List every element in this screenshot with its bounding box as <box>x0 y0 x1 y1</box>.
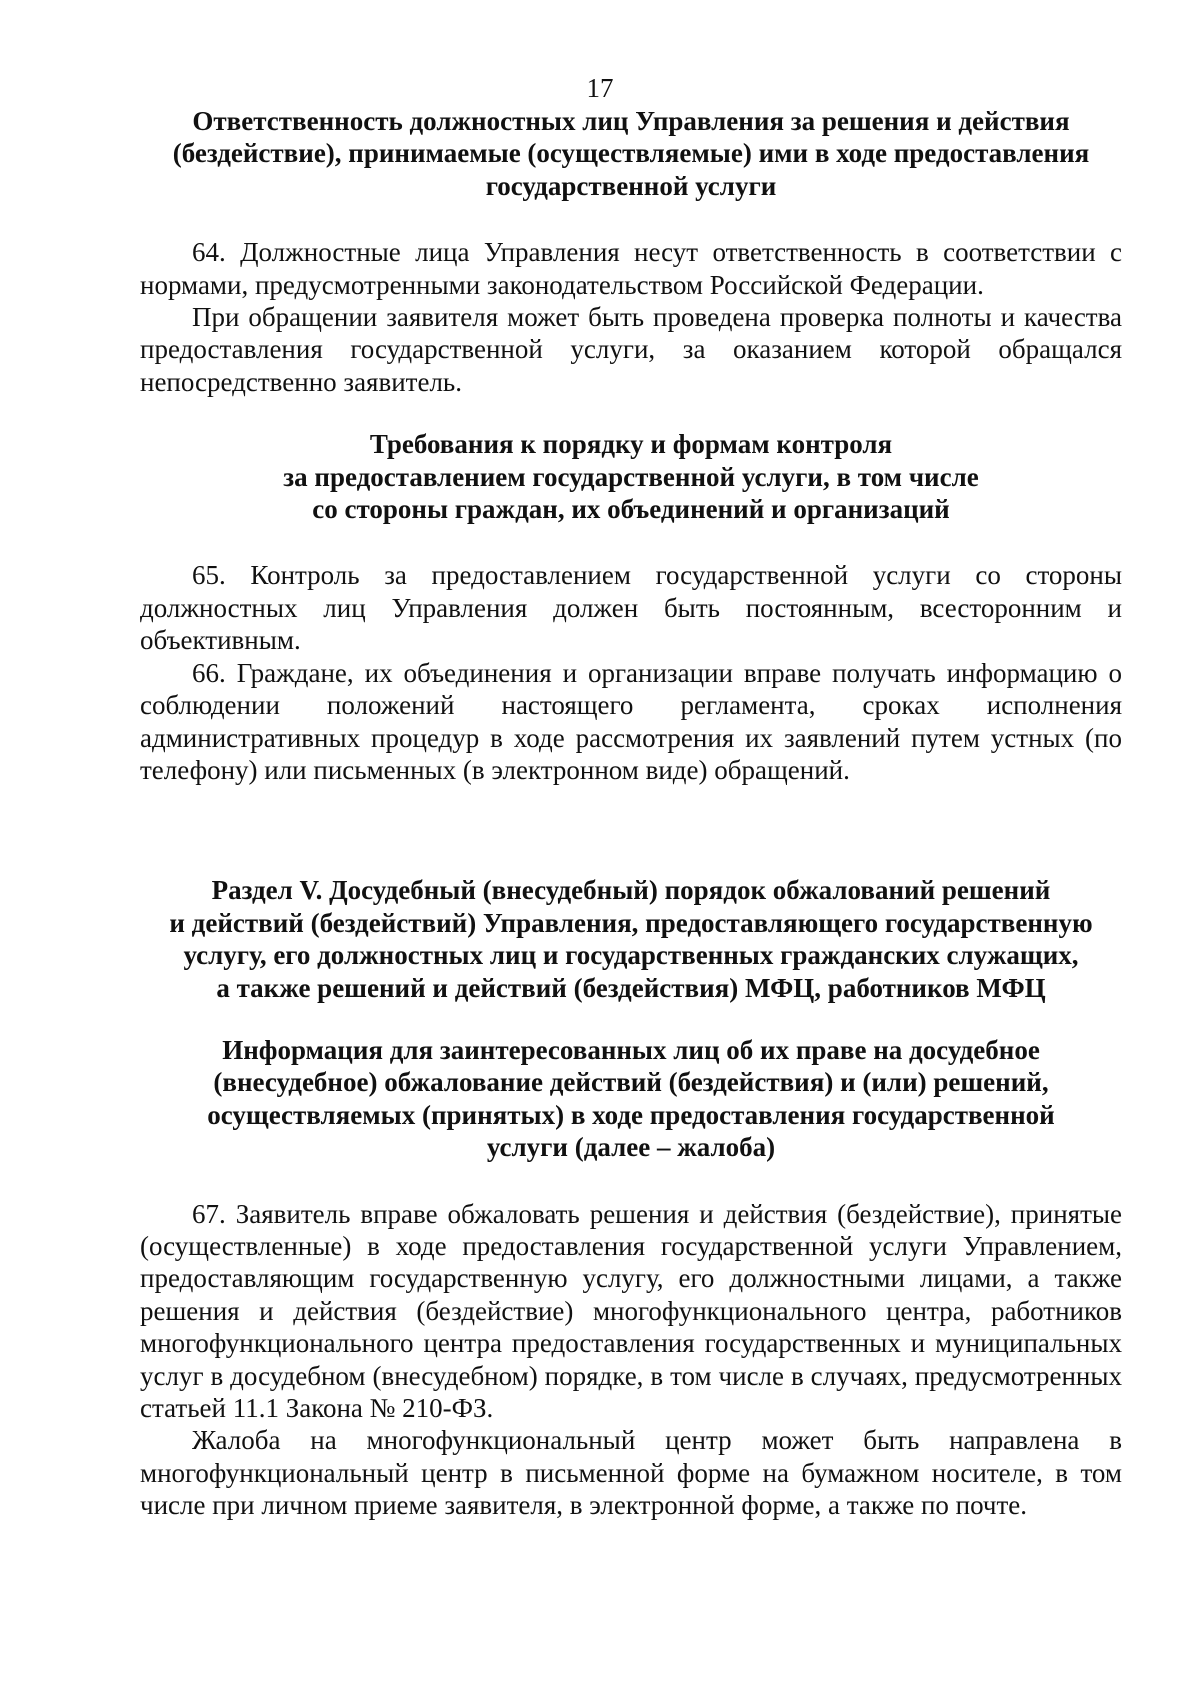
heading-section-v <box>140 874 1122 1004</box>
heading-information <box>140 1034 1122 1164</box>
paragraph-67: 67. Заявитель вправе обжаловать решения и действия (бездействие), принятые (осуществленные) в ходе предоставления государственной услуги Управлением, предоставляющим государственную услугу, его должностными лицами, а также решения и действия (бездействие) многофункционального центра, работников многофункционального центра предоставления государственных и муниципальных услуг в досудебном (внесудебном) порядке, в том числе в случаях, предусмотренных статьей 11.1 Закона № 210-ФЗ. <box>140 1198 1122 1423</box>
heading-line: со стороны граждан, их объединений и организаций <box>312 494 950 525</box>
heading-line: а также решений и действий (бездействия) МФЦ, работников МФЦ <box>216 972 1046 1003</box>
heading-line: Раздел V. Досудебный (внесудебный) порядок обжалований решений <box>211 875 1051 906</box>
heading-line: (бездействие), принимаемые (осуществляемые) ими в ходе предоставления <box>172 138 1090 169</box>
heading-control <box>140 428 1122 525</box>
page-number: 17 <box>586 73 614 103</box>
heading-line: Требования к порядку и формам контроля <box>369 429 893 460</box>
heading-line: Ответственность должностных лиц Управления за решения и действия <box>192 106 1070 136</box>
paragraph-66: 66. Граждане, их объединения и организации вправе получать информацию о соблюдении положений настоящего регламента, сроках исполнения административных процедур в ходе рассмотрения их заявлений путем устных (по телефону) или письменных (в электронном виде) обращений. <box>140 657 1122 785</box>
heading-line: (внесудебное) обжалование действий (бездействия) и (или) решений, <box>213 1067 1049 1098</box>
heading-line: и действий (бездействий) Управления, предоставляющего государственную <box>169 907 1093 938</box>
heading-line: государственной услуги <box>485 170 777 201</box>
heading-responsibility <box>140 105 1122 202</box>
heading-line: услугу, его должностных лиц и государственных гражданских служащих, <box>183 940 1079 971</box>
heading-line: за предоставлением государственной услуги, в том числе <box>283 461 979 492</box>
paragraph-67-complaint: Жалоба на многофункциональный центр может быть направлена в многофункциональный центр в письменной форме на бумажном носителе, в том числе при личном приеме заявителя, в электронной форме, а также по почте. <box>140 1425 1122 1521</box>
paragraph-64-continued: При обращении заявителя может быть проведена проверка полноты и качества предоставления государственной услуги, за оказанием которой обращался непосредственно заявитель. <box>140 302 1122 397</box>
paragraph-65: 65. Контроль за предоставлением государственной услуги со стороны должностных лиц Управления должен быть постоянным, всесторонним и объективным. <box>140 560 1122 656</box>
heading-line: Информация для заинтересованных лиц об их праве на досудебное <box>222 1034 1040 1065</box>
heading-line: осуществляемых (принятых) в ходе предоставления государственной <box>207 1099 1055 1130</box>
document-body <box>140 105 1122 1522</box>
heading-line: услуги (далее – жалоба) <box>486 1132 776 1163</box>
paragraph-64: 64. Должностные лица Управления несут ответственность в соответствии с нормами, предусмотренными законодательством Российской Федерации. <box>140 237 1122 300</box>
